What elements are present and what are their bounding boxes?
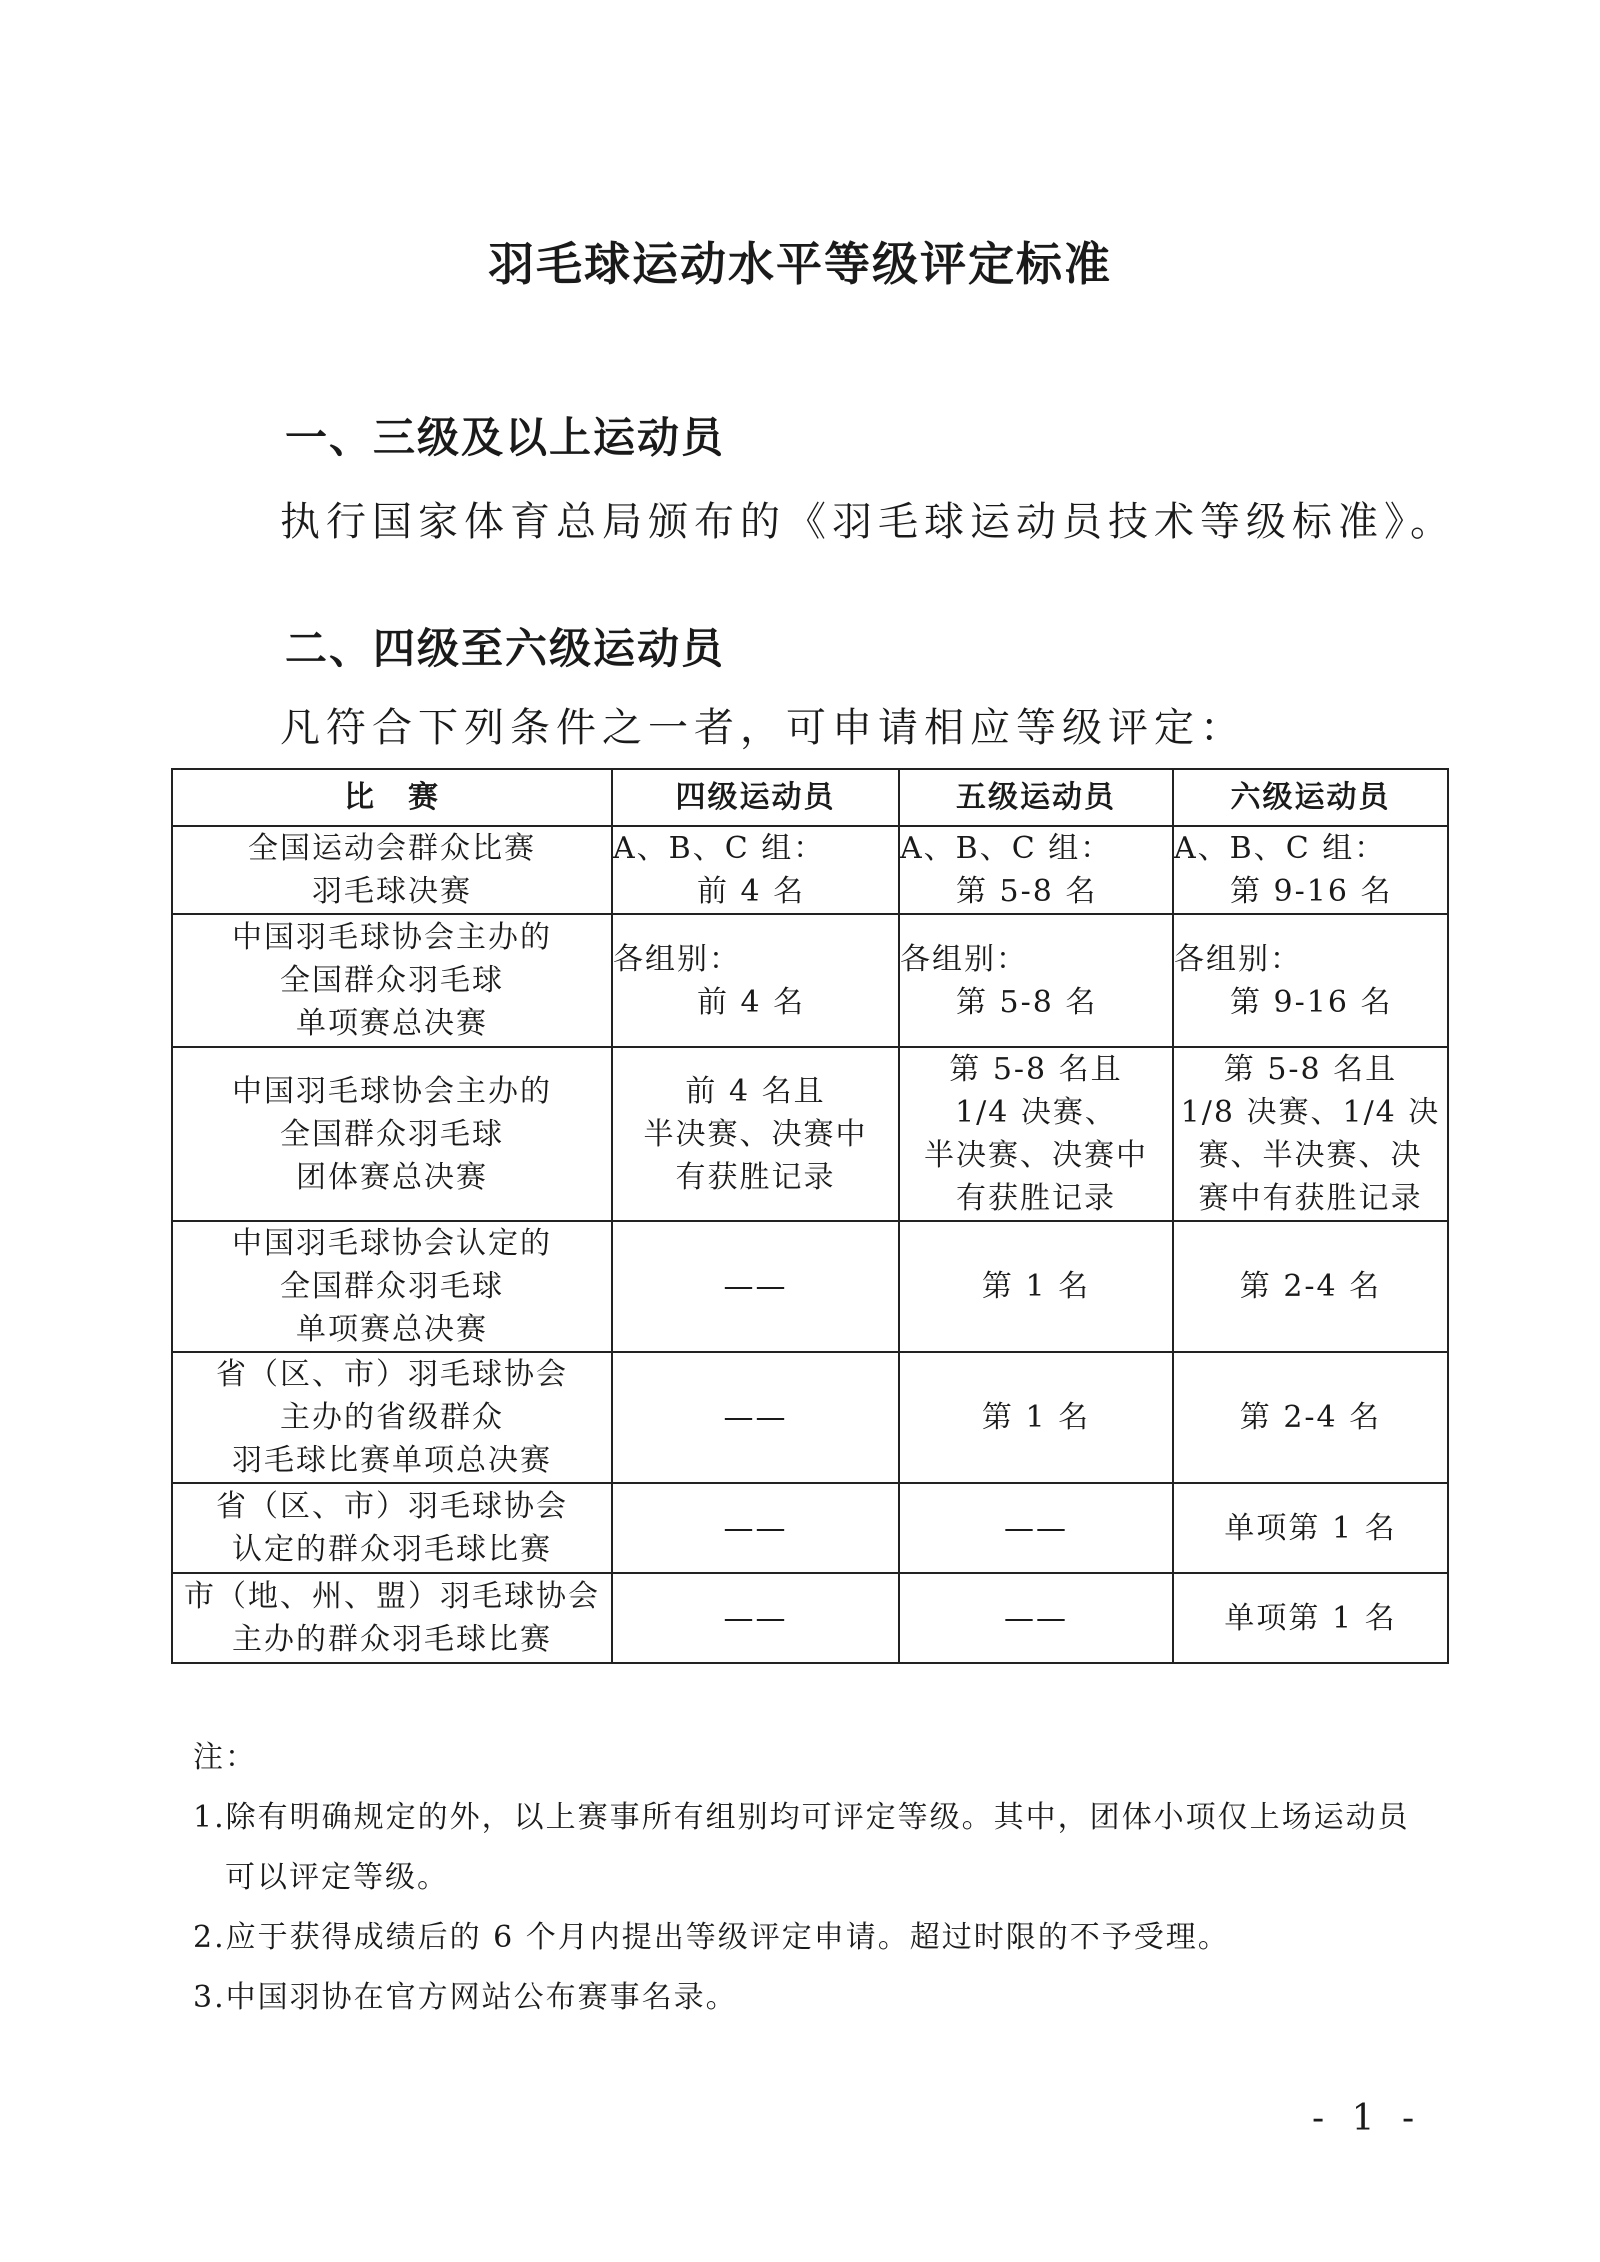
event-line: 羽毛球决赛 (312, 874, 472, 909)
grade-6-cell (1173, 1047, 1448, 1221)
cell-line: A、B、C 组： (1174, 831, 1387, 866)
cell-line: 第 5-8 名且 (1223, 1052, 1398, 1087)
event-line: 认定的群众羽毛球比赛 (232, 1532, 552, 1567)
note-item: 3.中国羽协在官方网站公布赛事名录。 (193, 1980, 738, 2015)
section-2-heading: 二、四级至六级运动员 (285, 624, 726, 673)
cell-line: 各组别： (1174, 941, 1302, 977)
grade-6-cell: 第 2-4 名 (1173, 1221, 1448, 1352)
grade-6-cell: 第 2-4 名 (1173, 1352, 1448, 1483)
cell-line: 1/8 决赛、1/4 决 (1180, 1095, 1441, 1130)
section-2-text: 凡符合下列条件之一者，可申请相应等级评定： (280, 705, 1246, 751)
cell-line: 第 5-8 名且 (949, 1052, 1123, 1087)
note-item: 2.应于获得成绩后的 6 个月内提出等级评定申请。超过时限的不予受理。 (193, 1920, 1230, 1955)
note-item-continuation: 可以评定等级。 (225, 1860, 449, 1895)
grade-5-cell (899, 914, 1173, 1047)
cell-line: 各组别： (900, 941, 1028, 977)
notes-section (193, 1728, 1453, 2028)
page-number: - 1 - (1312, 2098, 1423, 2139)
grade-standard-table (171, 768, 1449, 1664)
event-line: 全国群众羽毛球 (280, 1116, 504, 1152)
event-line: 中国羽毛球协会主办的 (232, 920, 552, 955)
event-cell (172, 1221, 612, 1352)
table-row (172, 1047, 1448, 1221)
grade-4-cell: —— (612, 1483, 899, 1573)
event-cell (172, 1047, 612, 1221)
grade-6-cell: 单项第 1 名 (1173, 1573, 1448, 1663)
section-1-text: 执行国家体育总局颁布的《羽毛球运动员技术等级标准》。 (280, 499, 1456, 545)
table-row (172, 914, 1448, 1047)
grade-4-cell (612, 826, 899, 914)
cell-line: 有获胜记录 (675, 1159, 836, 1195)
grade-5-cell (899, 826, 1173, 914)
event-line: 省（区、市）羽毛球协会 (216, 1357, 568, 1392)
grade-5-cell (899, 1047, 1173, 1221)
event-line: 主办的省级群众 (280, 1400, 504, 1435)
grade-6-cell: 单项第 1 名 (1173, 1483, 1448, 1573)
event-cell (172, 914, 612, 1047)
header-event: 比 赛 (172, 769, 612, 826)
cell-line: 半决赛、决赛中 (924, 1138, 1148, 1173)
cell-line: 1/4 决赛、 (955, 1095, 1117, 1130)
event-cell (172, 826, 612, 914)
cell-line: A、B、C 组： (613, 831, 826, 866)
header-grade-4: 四级运动员 (612, 769, 899, 826)
grade-6-cell (1173, 826, 1448, 914)
table-row (172, 1573, 1448, 1663)
event-line: 市（地、州、盟）羽毛球协会 (184, 1579, 600, 1614)
event-line: 全国群众羽毛球 (280, 1269, 504, 1304)
cell-line: 有获胜记录 (956, 1181, 1116, 1216)
document-title: 羽毛球运动水平等级评定标准 (488, 237, 1112, 291)
grade-5-cell: —— (899, 1483, 1173, 1573)
table-row (172, 1483, 1448, 1573)
header-grade-6: 六级运动员 (1173, 769, 1448, 826)
event-line: 省（区、市）羽毛球协会 (216, 1489, 568, 1524)
grade-4-cell (612, 1047, 899, 1221)
grade-4-cell: —— (612, 1221, 899, 1352)
cell-line: 半决赛、决赛中 (643, 1116, 868, 1152)
cell-line: 前 4 名 (697, 874, 806, 909)
cell-line: 第 5-8 名 (956, 874, 1098, 909)
event-line: 羽毛球比赛单项总决赛 (232, 1443, 552, 1478)
cell-line: 各组别： (613, 941, 741, 977)
event-line: 全国运动会群众比赛 (248, 831, 536, 866)
cell-line: 赛中有获胜记录 (1198, 1181, 1423, 1216)
grade-6-cell (1173, 914, 1448, 1047)
cell-line: 赛、半决赛、决 (1198, 1138, 1423, 1173)
grade-4-cell: —— (612, 1573, 899, 1663)
section-1-heading: 一、三级及以上运动员 (285, 413, 726, 462)
grade-4-cell: —— (612, 1352, 899, 1483)
grade-4-cell (612, 914, 899, 1047)
table-row (172, 1221, 1448, 1352)
event-cell (172, 1573, 612, 1663)
cell-line: 第 9-16 名 (1230, 984, 1393, 1020)
event-cell (172, 1352, 612, 1483)
event-line: 单项赛总决赛 (296, 1312, 488, 1347)
note-item: 1.除有明确规定的外，以上赛事所有组别均可评定等级。其中，团体小项仅上场运动员 (193, 1800, 1410, 1835)
event-line: 主办的群众羽毛球比赛 (232, 1622, 552, 1657)
header-grade-5: 五级运动员 (899, 769, 1173, 826)
table-row (172, 1352, 1448, 1483)
cell-line: 第 5-8 名 (956, 984, 1098, 1020)
cell-line: 前 4 名且 (685, 1073, 826, 1109)
grade-5-cell: 第 1 名 (899, 1352, 1173, 1483)
notes-label: 注： (193, 1740, 257, 1775)
grade-5-cell: —— (899, 1573, 1173, 1663)
cell-line: 前 4 名 (697, 984, 806, 1020)
event-line: 单项赛总决赛 (296, 1006, 488, 1041)
event-line: 全国群众羽毛球 (280, 963, 504, 998)
cell-line: 第 9-16 名 (1230, 874, 1393, 909)
table-row (172, 826, 1448, 914)
event-line: 团体赛总决赛 (296, 1159, 488, 1195)
cell-line: A、B、C 组： (900, 831, 1113, 866)
event-cell (172, 1483, 612, 1573)
event-line: 中国羽毛球协会主办的 (232, 1073, 552, 1109)
table-header-row (172, 769, 1448, 826)
event-line: 中国羽毛球协会认定的 (232, 1226, 552, 1261)
grade-5-cell: 第 1 名 (899, 1221, 1173, 1352)
